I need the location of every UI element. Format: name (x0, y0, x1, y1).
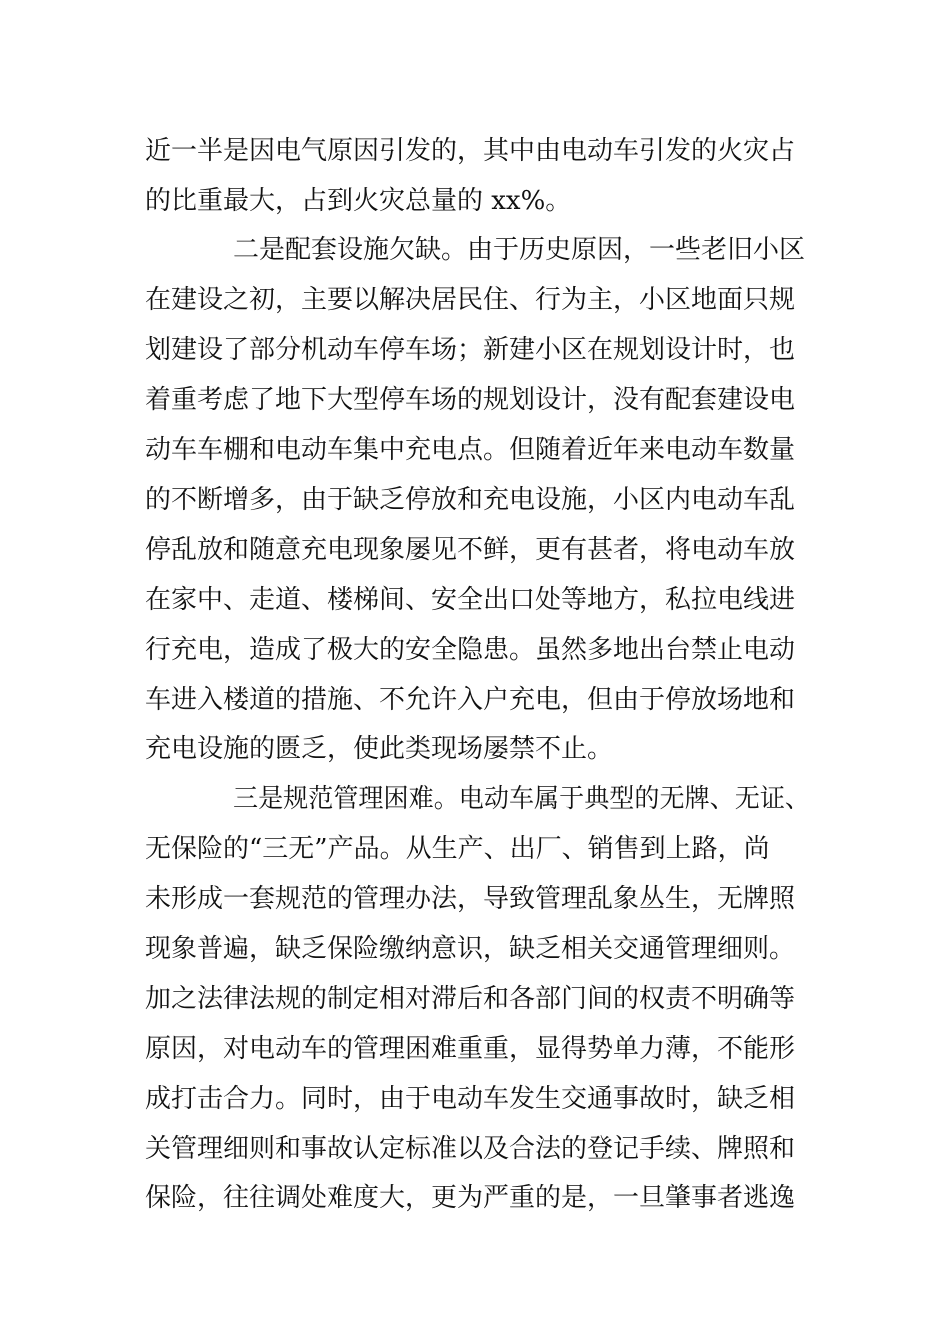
text-line (0, 131, 950, 171)
text-line-content: 划建设了部分机动车停车场；新建小区在规划设计时，也 (145, 335, 796, 365)
text-line-content: 动车车棚和电动车集中充电点。但随着近年来电动车数量 (145, 435, 796, 465)
text-line (0, 430, 950, 470)
text-line (0, 280, 950, 320)
text-line (0, 929, 950, 969)
text-line-content: 在建设之初，主要以解决居民住、行为主，小区地面只规 (145, 285, 796, 315)
text-line (0, 580, 950, 620)
text-line-content: 行充电，造成了极大的安全隐患。虽然多地出台禁止电动 (145, 635, 796, 665)
text-line (0, 480, 950, 520)
text-line (0, 230, 950, 270)
text-line (0, 829, 950, 869)
text-line (0, 380, 950, 420)
text-line-content: 停乱放和随意充电现象屡见不鲜，更有甚者，将电动车放 (145, 535, 796, 565)
text-line-content: 现象普遍，缺乏保险缴纳意识，缺乏相关交通管理细则。 (145, 934, 796, 964)
text-line-content: 关管理细则和事故认定标准以及合法的登记手续、牌照和 (145, 1134, 796, 1164)
text-line-content: 车进入楼道的措施、不允许入户充电，但由于停放场地和 (145, 685, 796, 715)
text-line (0, 1029, 950, 1069)
text-line-content: 加之法律法规的制定相对滞后和各部门间的权责不明确等 (145, 984, 796, 1014)
text-line (0, 1178, 950, 1218)
text-line (0, 330, 950, 370)
text-line (0, 1129, 950, 1169)
text-line (0, 1079, 950, 1119)
text-line-content: 原因，对电动车的管理困难重重，显得势单力薄，不能形 (145, 1034, 796, 1064)
text-line (0, 181, 950, 221)
text-line-content: 无保险的“三无”产品。从生产、出厂、销售到上路，尚 (145, 834, 770, 864)
text-line-content: 三是规范管理困难。电动车属于典型的无牌、无证、 (233, 784, 811, 814)
text-line (0, 630, 950, 670)
text-line-content: 成打击合力。同时，由于电动车发生交通事故时，缺乏相 (145, 1084, 796, 1114)
text-line-content: 着重考虑了地下大型停车场的规划设计，没有配套建设电 (145, 385, 796, 415)
text-line (0, 979, 950, 1019)
text-line (0, 530, 950, 570)
text-line-content: 未形成一套规范的管理办法，导致管理乱象丛生，无牌照 (145, 884, 796, 914)
text-line-content: 的比重最大，占到火灾总量的 xx%。 (145, 186, 572, 216)
text-line (0, 879, 950, 919)
text-line (0, 779, 950, 819)
text-line-content: 在家中、走道、楼梯间、安全出口处等地方，私拉电线进 (145, 585, 796, 615)
text-line-content: 的不断增多，由于缺乏停放和充电设施，小区内电动车乱 (145, 485, 796, 515)
text-line-content: 近一半是因电气原因引发的，其中由电动车引发的火灾占 (145, 136, 796, 166)
text-line (0, 680, 950, 720)
text-line (0, 729, 950, 769)
text-line-content: 二是配套设施欠缺。由于历史原因，一些老旧小区 (233, 235, 806, 265)
text-line-content: 充电设施的匮乏，使此类现场屡禁不止。 (145, 734, 614, 764)
text-line-content: 保险，往往调处难度大，更为严重的是，一旦肇事者逃逸 (145, 1183, 796, 1213)
